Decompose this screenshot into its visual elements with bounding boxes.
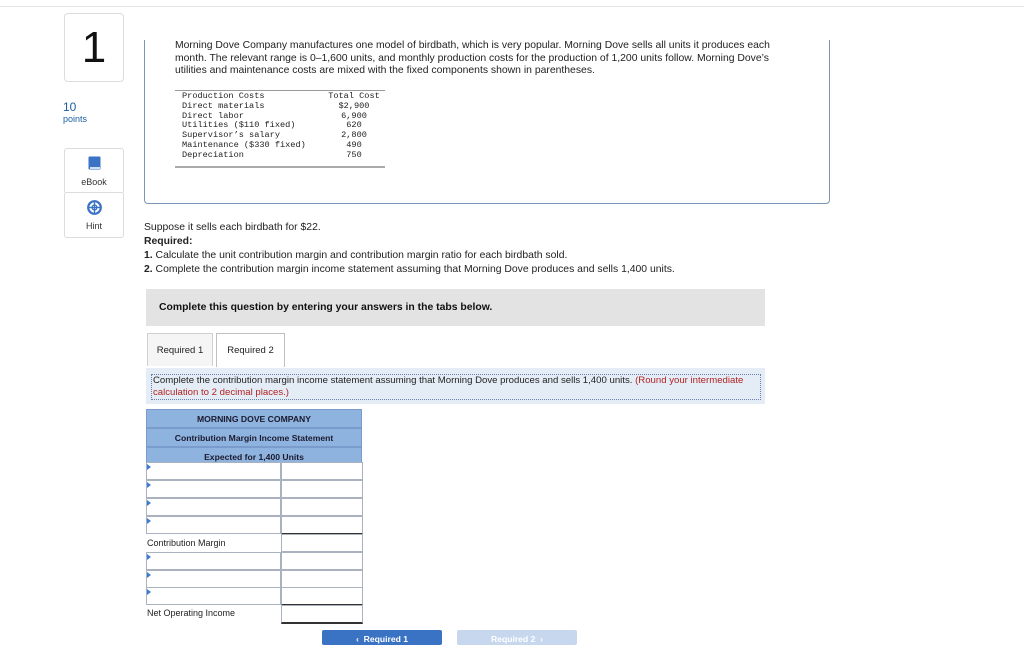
line-item-select[interactable]	[146, 498, 281, 516]
instructions-banner	[146, 289, 765, 326]
dropdown-flag-icon	[147, 464, 151, 470]
ebook-button[interactable]	[64, 148, 124, 194]
production-cost-table	[175, 90, 385, 168]
net-operating-income-row	[146, 605, 362, 623]
amount-input[interactable]	[281, 516, 363, 535]
prev-label: Required 1	[363, 634, 409, 644]
problem-intro: Morning Dove Company manufactures one model of birdbath, which is very popular. Morning Dove sells all units it produces each month. The relevant range is 0–1,600 units, and monthly production costs for the production of 1,200 units follow. Morning Dove’s utilities and maintenance costs are mixed with the fixed components shown in parentheses.	[175, 40, 770, 76]
line-item-select[interactable]	[146, 480, 281, 498]
chevron-right-icon: ›	[535, 634, 544, 644]
contribution-margin-input[interactable]	[281, 534, 363, 552]
instruction-main: Complete the contribution margin income statement assuming that Morning Dove produces and sells 1,400 units.	[153, 375, 636, 386]
statement-row	[146, 480, 362, 498]
net-operating-income-label: Net Operating Income	[147, 608, 236, 618]
dropdown-flag-icon	[147, 500, 151, 506]
tab-required-1[interactable]: Required 1	[147, 333, 213, 366]
instruction-panel	[146, 368, 765, 404]
statement-title: Contribution Margin Income Statement	[146, 428, 362, 447]
cost-header-label: Production Costs	[182, 91, 265, 101]
cost-row-label: Supervisor’s salary	[182, 130, 280, 141]
line-item-select[interactable]	[146, 516, 281, 534]
dropdown-flag-icon	[147, 554, 151, 560]
hint-label: Hint	[85, 220, 102, 231]
cost-header-total: Total Cost	[328, 91, 380, 101]
tab-required-2[interactable]: Required 2	[216, 333, 285, 367]
cost-row	[175, 151, 385, 161]
cost-row-label: Maintenance ($330 fixed)	[182, 139, 306, 150]
amount-input[interactable]	[281, 552, 363, 570]
cost-row-value: 620	[346, 120, 362, 131]
dropdown-flag-icon	[147, 518, 151, 524]
ebook-label: eBook	[81, 176, 107, 187]
next-required-button[interactable]	[457, 630, 577, 645]
amount-input[interactable]	[281, 587, 363, 606]
hint-button[interactable]	[64, 192, 124, 238]
amount-input[interactable]	[281, 480, 363, 498]
item-number: 2.	[144, 264, 153, 275]
line-item-select[interactable]	[146, 587, 281, 605]
cost-row-label: Depreciation	[182, 149, 244, 160]
statement-row	[146, 462, 362, 480]
dropdown-flag-icon	[147, 589, 151, 595]
lifebuoy-icon	[87, 200, 102, 217]
sale-price-line: Suppose it sells each birdbath for $22.	[144, 222, 321, 233]
amount-input[interactable]	[281, 498, 363, 516]
cost-row-label: Utilities ($110 fixed)	[182, 120, 296, 131]
required-item-1	[144, 249, 784, 263]
banner-text: Complete this question by entering your answers in the tabs below.	[159, 302, 493, 313]
question-prompt	[144, 221, 784, 277]
statement-row	[146, 516, 362, 534]
cost-row-label: Direct labor	[182, 110, 244, 121]
cost-row-value: $2,900	[338, 100, 370, 111]
item-number: 1.	[144, 250, 153, 261]
statement-row	[146, 498, 362, 516]
cost-row-value: 2,800	[341, 130, 367, 141]
line-item-select[interactable]	[146, 570, 281, 588]
contribution-margin-row	[146, 534, 362, 552]
line-item-select[interactable]	[146, 462, 281, 480]
book-icon	[88, 156, 101, 173]
dropdown-flag-icon	[147, 482, 151, 488]
instruction-text	[151, 374, 761, 400]
statement-row	[146, 587, 362, 605]
cost-row-value: 6,900	[341, 110, 367, 121]
instruction-note: (Round your intermediate calculation to 2 decimal places.)	[153, 375, 744, 398]
points-label: points	[63, 114, 88, 124]
amount-input[interactable]	[281, 462, 363, 480]
points-value: 10	[63, 100, 77, 114]
cost-row-label: Direct materials	[182, 100, 265, 111]
cost-row-value: 750	[346, 149, 362, 160]
net-operating-income-input[interactable]	[281, 605, 363, 624]
top-divider	[0, 0, 1024, 7]
contribution-margin-label: Contribution Margin	[147, 538, 226, 548]
chevron-left-icon: ‹	[355, 634, 364, 644]
line-item-select[interactable]	[146, 552, 281, 570]
amount-input[interactable]	[281, 570, 363, 588]
statement-company: MORNING DOVE COMPANY	[146, 409, 362, 428]
required-item-2	[144, 263, 784, 277]
item-text: Calculate the unit contribution margin and contribution margin ratio for each birdbath sold.	[152, 250, 568, 261]
item-text: Complete the contribution margin income statement assuming that Morning Dove produces and sells 1,400 units.	[152, 264, 675, 275]
statement-row	[146, 552, 362, 570]
cost-table-rule	[175, 163, 385, 168]
dropdown-flag-icon	[147, 572, 151, 578]
cost-row-value: 490	[346, 139, 362, 150]
statement-subtitle: Expected for 1,400 Units	[146, 447, 362, 466]
next-label: Required 2	[490, 634, 536, 644]
income-statement-header	[146, 409, 362, 466]
required-heading: Required:	[144, 236, 193, 247]
question-number: 1	[64, 13, 124, 82]
prev-required-button[interactable]	[322, 630, 442, 645]
statement-row	[146, 570, 362, 588]
